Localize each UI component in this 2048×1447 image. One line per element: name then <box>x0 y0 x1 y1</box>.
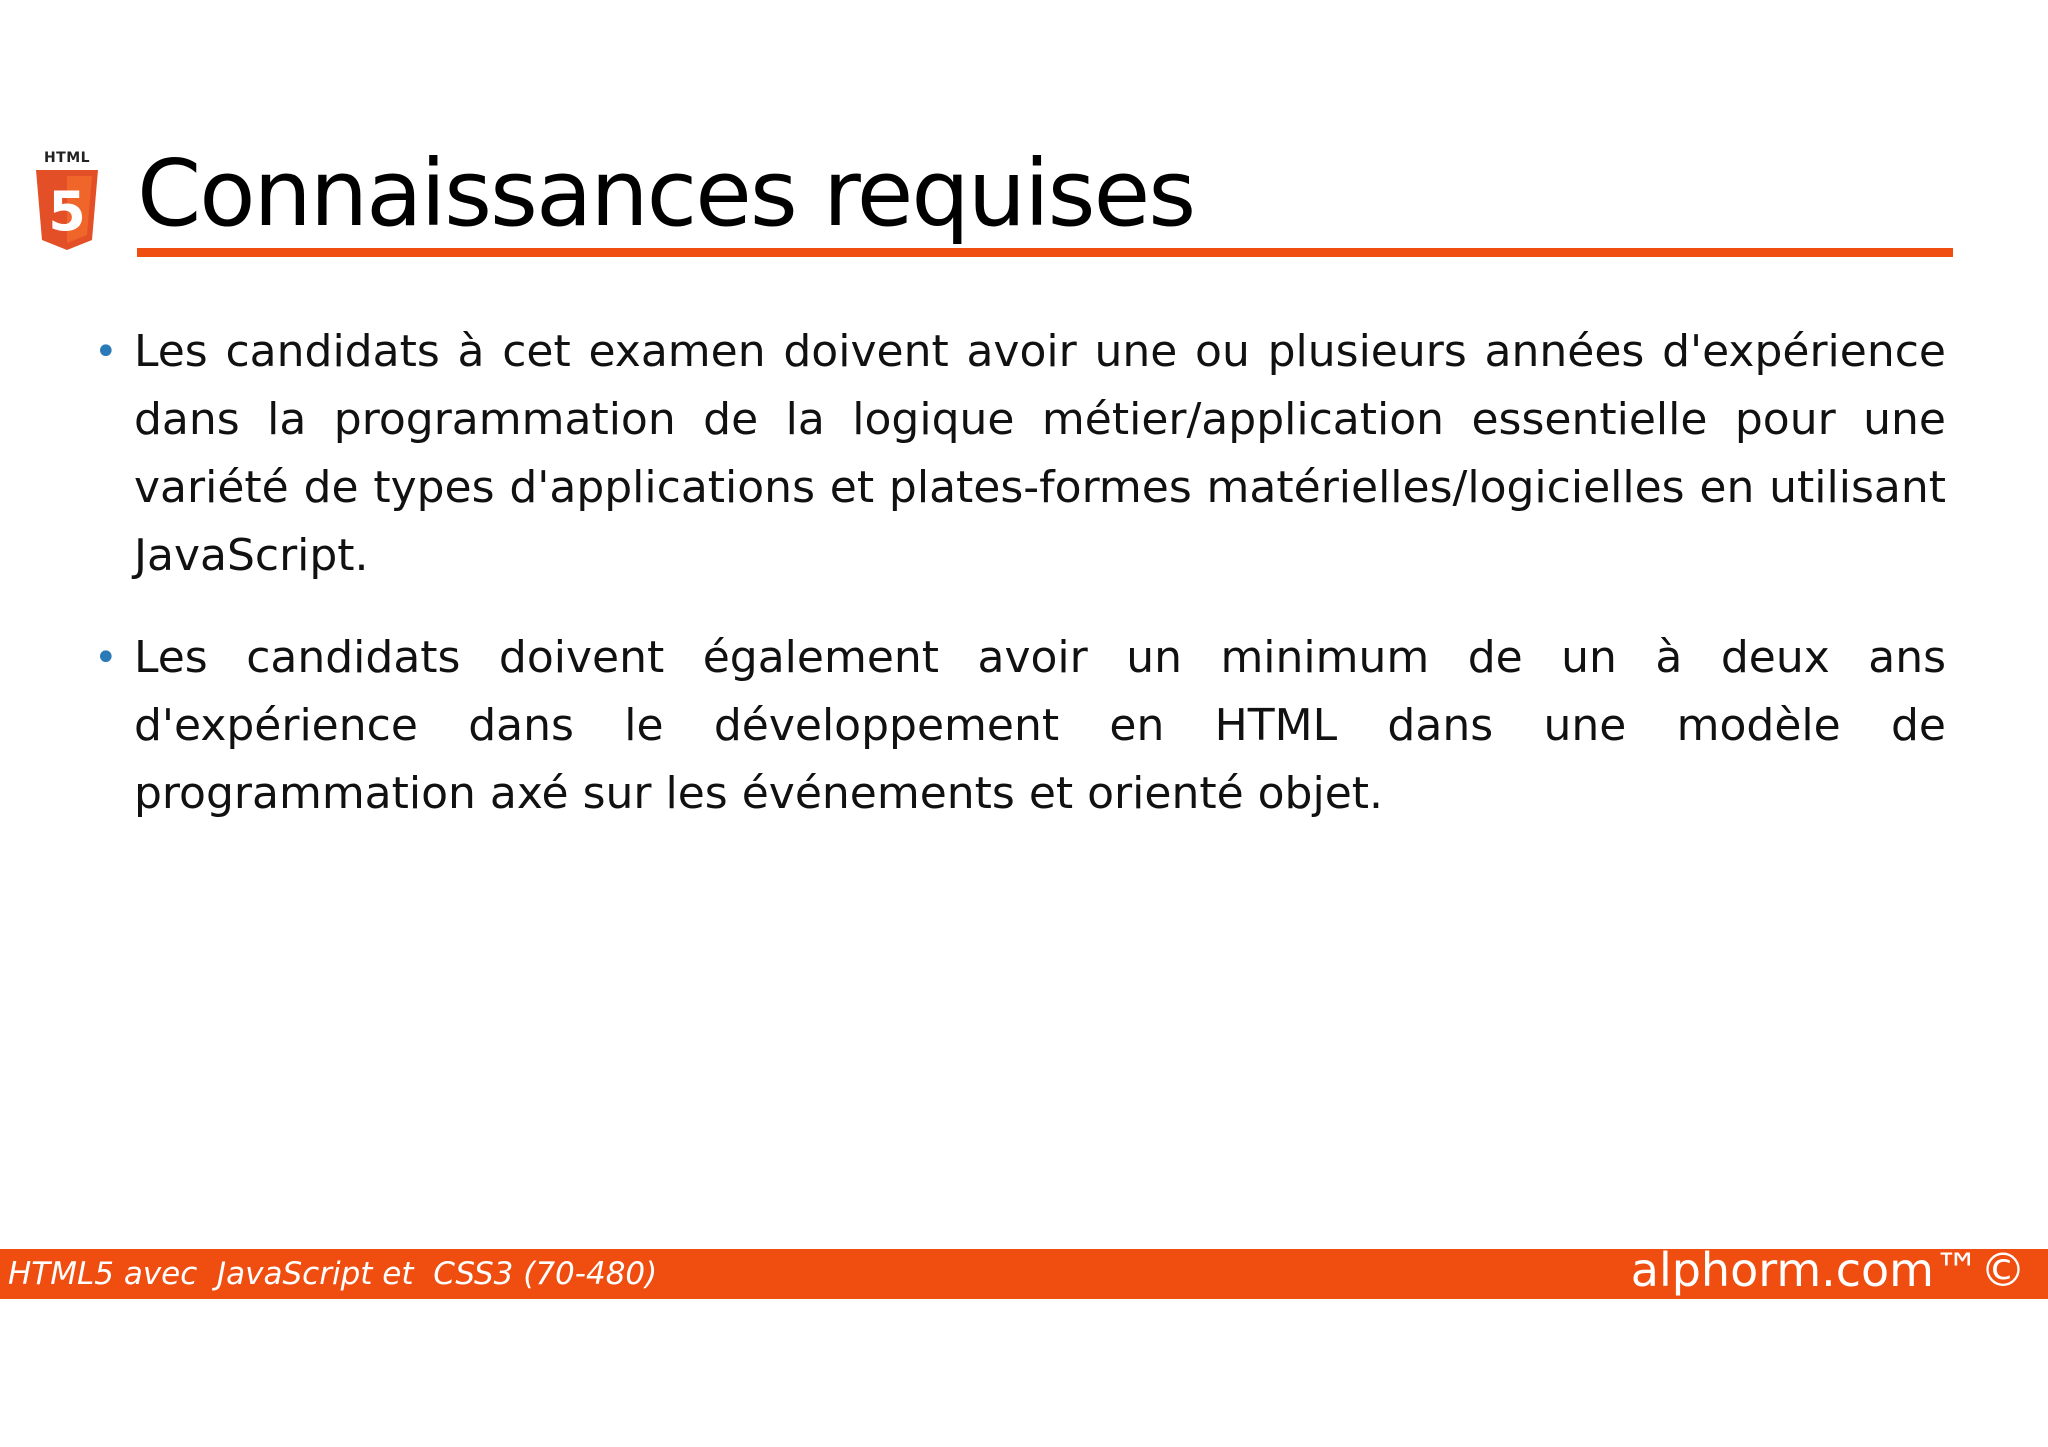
bullet-text: Les candidats à cet examen doivent avoir une ou plusieurs années d'expérience dans la programmation de la logique métier/application essentielle pour une variété de types d'applications et plates-formes matérielles/logicielles en utilisant JavaScript. <box>134 326 1946 581</box>
list-item <box>94 624 1946 828</box>
logo-number: 5 <box>48 180 86 243</box>
slide-title: Connaissances requises <box>137 140 1195 247</box>
bullet-icon: • <box>94 329 118 375</box>
title-underline <box>137 248 1953 257</box>
bullet-icon: • <box>94 635 118 681</box>
course-title: HTML5 avec JavaScript et CSS3 (70-480) <box>8 1256 658 1292</box>
bullet-text: Les candidats doivent également avoir un minimum de un à deux ans d'expérience dans le développement en HTML dans une modèle de programmation axé sur les événements et orienté objet. <box>134 632 1946 819</box>
html5-shield-icon <box>36 170 98 250</box>
list-item <box>94 318 1946 590</box>
bullet-list <box>94 318 1946 862</box>
brand-text: alphorm.com™© <box>1630 1243 2026 1297</box>
html5-logo <box>32 150 102 250</box>
logo-label: HTML <box>43 150 91 166</box>
footer-bar <box>0 1243 2048 1299</box>
